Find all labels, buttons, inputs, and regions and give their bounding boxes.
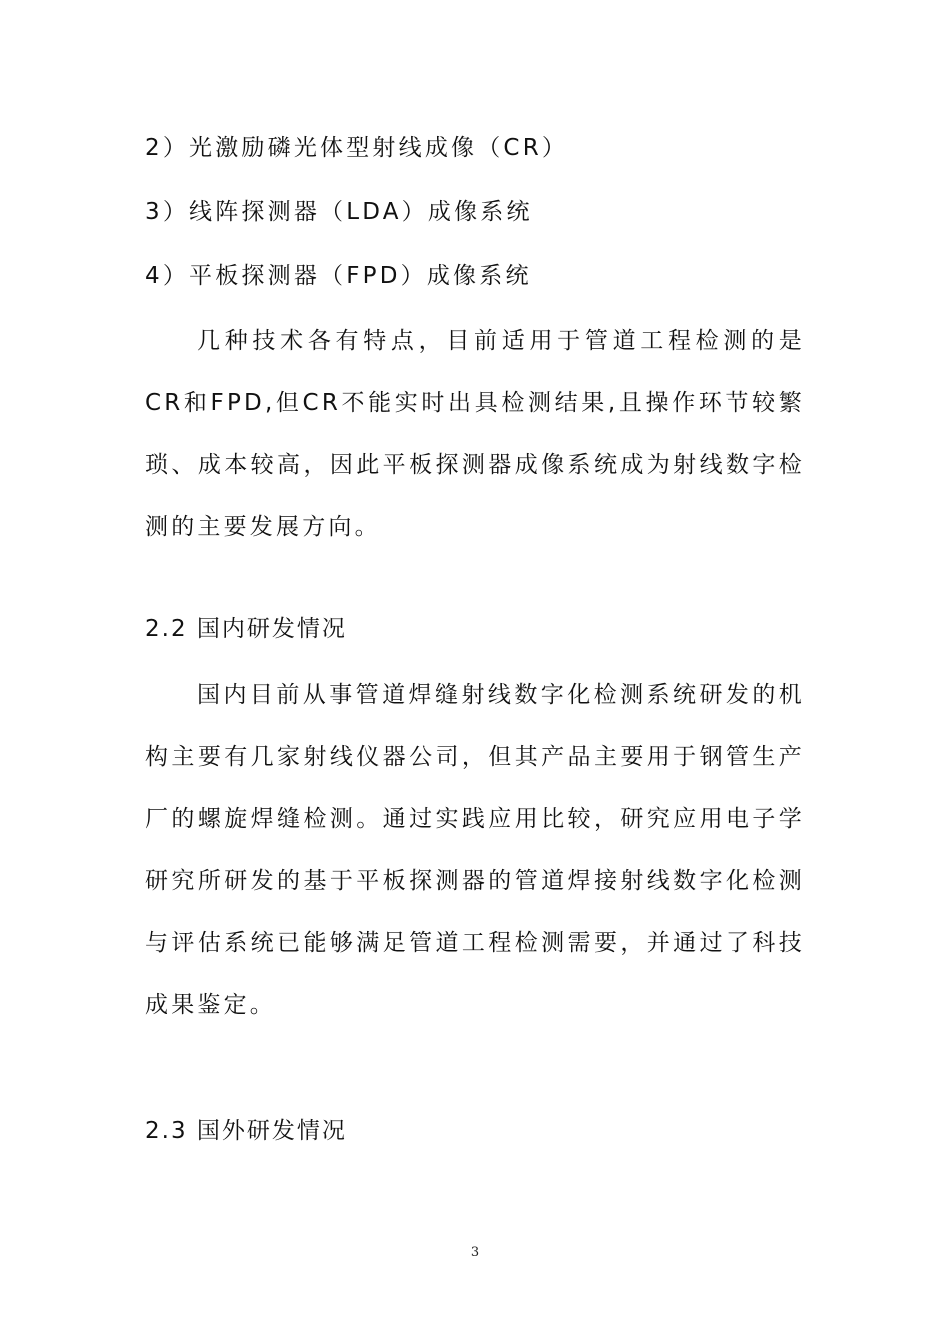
list-item-lda: 3）线阵探测器（LDA）成像系统 [145,199,533,225]
list-item-cr: 2）光激励磷光体型射线成像（CR） [145,135,569,161]
page-number: 3 [470,1245,480,1260]
section-heading-international: 2.3 国外研发情况 [145,1118,347,1144]
list-item-fpd: 4）平板探测器（FPD）成像系统 [145,263,532,289]
paragraph-domestic-research: 国内目前从事管道焊缝射线数字化检测系统研发的机构主要有几家射线仪器公司，但其产品主要用于钢管生产厂的螺旋焊缝检测。通过实践应用比较，研究应用电子学研究所研发的基于平板探测器的管道焊接射线数字化检测与评估系统已能够满足管道工程检测需要，并通过了科技成果鉴定。 [145,682,805,1018]
paragraph-technology-comparison: 几种技术各有特点，目前适用于管道工程检测的是CR和FPD,但CR不能实时出具检测结果,且操作环节较繁琐、成本较高，因此平板探测器成像系统成为射线数字检测的主要发展方向。 [145,328,805,540]
section-heading-domestic: 2.2 国内研发情况 [145,616,347,642]
